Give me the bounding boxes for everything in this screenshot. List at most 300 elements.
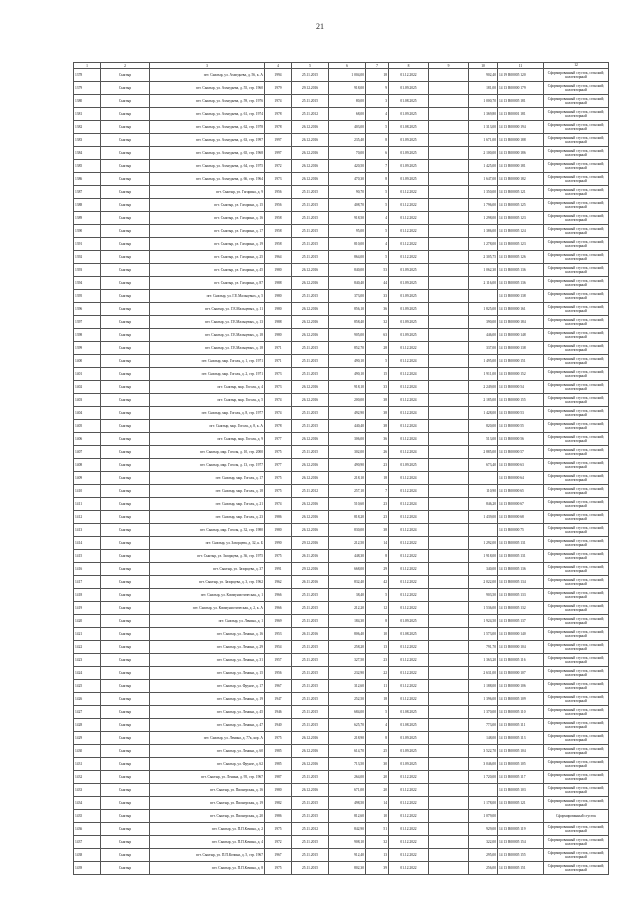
cell-date: 25.11.2015 <box>292 615 329 628</box>
cell-amount: 673,40 <box>469 459 498 472</box>
cell-area: 408,70 <box>329 199 366 212</box>
cell-build-year: 1956 <box>265 199 292 212</box>
cell-deadline: 01.12.2022 <box>389 771 429 784</box>
cell-date: 29.12.2016 <box>292 537 329 550</box>
cell-area: 912,40 <box>329 849 366 862</box>
cell-area: 218,90 <box>329 732 366 745</box>
cell-code: 14 13 R00005 136 <box>498 563 544 576</box>
cell-row-number: 1380 <box>74 95 101 108</box>
cell-description: Сформированный сгусток, сельский; коллекторный <box>544 394 609 407</box>
cell-description: Сформированный сгусток, сельский; коллекторный <box>544 355 609 368</box>
column-header: 11 <box>498 63 544 69</box>
cell-col-9 <box>429 537 469 550</box>
cell-description: Сформированный сгусток, сельский; коллекторный <box>544 82 609 95</box>
cell-date: 25.11.2012 <box>292 823 329 836</box>
cell-count: 4 <box>366 212 389 225</box>
table-row <box>74 368 609 381</box>
cell-deadline: 01.09.2025 <box>389 758 429 771</box>
cell-build-year: 1973 <box>265 173 292 186</box>
column-header: 9 <box>429 63 469 69</box>
cell-amount <box>469 472 498 485</box>
cell-settlement: Сыктыр <box>101 667 150 680</box>
cell-col-9 <box>429 446 469 459</box>
cell-area: 302,00 <box>329 446 366 459</box>
cell-address: пгт. Сыктыр, мкр. Гоголя, д. 2, стр. 1971 <box>150 368 265 381</box>
cell-deadline: 01.08.2025 <box>389 628 429 641</box>
cell-settlement: Сыктыр <box>101 836 150 849</box>
cell-deadline: 01.12.2022 <box>389 836 429 849</box>
cell-settlement: Сыктыр <box>101 121 150 134</box>
cell-col-9 <box>429 238 469 251</box>
cell-code: 14 13 R00000 65 <box>498 485 544 498</box>
cell-deadline: 01.12.2024 <box>389 368 429 381</box>
cell-deadline: 01.12.2022 <box>389 667 429 680</box>
cell-date: 25.11.2015 <box>292 810 329 823</box>
cell-code: 14 13 R00000 179 <box>498 82 544 95</box>
cell-settlement: Сыктыр <box>101 758 150 771</box>
cell-area: 90,70 <box>329 186 366 199</box>
table-row <box>74 797 609 810</box>
cell-row-number: 1381 <box>74 108 101 121</box>
cell-code: 14 13 R00005 123 <box>498 238 544 251</box>
cell-col-9 <box>429 433 469 446</box>
cell-col-9 <box>429 264 469 277</box>
cell-deadline: 01.09.2025 <box>389 459 429 472</box>
cell-row-number: 1430 <box>74 745 101 758</box>
cell-description: Сформированный сгусток, сельский; коллекторный <box>544 251 609 264</box>
table-row <box>74 459 609 472</box>
cell-deadline: 01.12.2022 <box>389 784 429 797</box>
cell-count: 5 <box>366 251 389 264</box>
cell-amount: 1 671,00 <box>469 134 498 147</box>
cell-amount: 1 396,00 <box>469 693 498 706</box>
cell-address: пгт. Сыктыр, ул. Коммунистическая, д. 2, к. А <box>150 602 265 615</box>
cell-area: 832,40 <box>329 576 366 589</box>
cell-amount: 1 369,80 <box>469 108 498 121</box>
cell-row-number: 1439 <box>74 862 101 875</box>
cell-row-number: 1385 <box>74 160 101 173</box>
cell-build-year: 1974 <box>265 95 292 108</box>
cell-build-year: 1977 <box>265 433 292 446</box>
cell-col-9 <box>429 667 469 680</box>
table-row <box>74 355 609 368</box>
cell-count: 26 <box>366 446 389 459</box>
cell-row-number: 1432 <box>74 771 101 784</box>
cell-address: пгт. Сыктыр, ул. Ленина, д. 29 <box>150 641 265 654</box>
cell-settlement: Сыктыр <box>101 485 150 498</box>
cell-description: Сформированный сгусток, сельский; коллекторный <box>544 823 609 836</box>
cell-date: 26.11.2016 <box>292 550 329 563</box>
cell-area: 403,00 <box>329 121 366 134</box>
cell-address: пгт. Сыктыр, ул. Гагарина, д. 16 <box>150 212 265 225</box>
cell-code: 14 13 R00000 53 <box>498 407 544 420</box>
cell-settlement: Сыктыр <box>101 290 150 303</box>
cell-area: 842,90 <box>329 823 366 836</box>
table-row <box>74 316 609 329</box>
table-row <box>74 706 609 719</box>
table-row <box>74 537 609 550</box>
cell-settlement: Сыктыр <box>101 225 150 238</box>
column-header: 3 <box>150 63 265 69</box>
cell-description: Сформированный сгусток, сельский; коллекторный <box>544 407 609 420</box>
cell-settlement: Сыктыр <box>101 82 150 95</box>
cell-code: 14 13 R00000 63 <box>498 459 544 472</box>
cell-date: 25.11.2015 <box>292 641 329 654</box>
cell-col-9 <box>429 355 469 368</box>
cell-code: 14 13 R00005 132 <box>498 602 544 615</box>
cell-build-year: 1986 <box>265 810 292 823</box>
cell-description: Сформированный сгусток, сельский; коллекторный <box>544 836 609 849</box>
cell-build-year: 1980 <box>265 524 292 537</box>
cell-settlement: Сыктыр <box>101 524 150 537</box>
cell-address: пгт. Сыктыр, ул. Г.Е.Мальцевых, д. 13 <box>150 316 265 329</box>
cell-deadline: 01.12.2024 <box>389 394 429 407</box>
cell-area: 810,00 <box>329 238 366 251</box>
cell-description: Сформированный сгусток, сельский; коллекторный <box>544 602 609 615</box>
cell-row-number: 1399 <box>74 342 101 355</box>
column-header: 12 <box>544 63 609 69</box>
cell-build-year: 1956 <box>265 667 292 680</box>
table-row <box>74 732 609 745</box>
cell-build-year: 1974 <box>265 498 292 511</box>
cell-area: 327,50 <box>329 654 366 667</box>
cell-description: Сформированный сгусток, сельский; коллекторный <box>544 563 609 576</box>
cell-col-9 <box>429 394 469 407</box>
cell-count: 23 <box>366 459 389 472</box>
table-row <box>74 407 609 420</box>
cell-description: Сформированный сгусток, сельский; коллекторный <box>544 654 609 667</box>
cell-address: пгт. Сыктыр, ул. Ленина, д. 16 <box>150 628 265 641</box>
cell-settlement: Сыктыр <box>101 862 150 875</box>
cell-deadline: 01.12.2022 <box>389 641 429 654</box>
cell-address: пгт. Сыктыр, ул. Ахмедьева, д. 61, стр. 1974 <box>150 108 265 121</box>
cell-amount: 110,90 <box>469 485 498 498</box>
cell-amount: 1 918,00 <box>469 550 498 563</box>
cell-address: пгт. Сыктыр, ул. Зазорцева, д. 37 <box>150 563 265 576</box>
cell-row-number: 1431 <box>74 758 101 771</box>
cell-col-9 <box>429 108 469 121</box>
cell-count: 5 <box>366 186 389 199</box>
cell-deadline: 01.09.2025 <box>389 316 429 329</box>
cell-count: 12 <box>366 602 389 615</box>
cell-amount: 1 439,00 <box>469 511 498 524</box>
cell-row-number: 1411 <box>74 498 101 511</box>
cell-code: 14 13 R00005 136 <box>498 264 544 277</box>
cell-address: пгт. Сыктыр, мкр. Гоголя, д. 4 <box>150 381 265 394</box>
cell-area: 918,00 <box>329 82 366 95</box>
cell-area: 812,60 <box>329 810 366 823</box>
cell-count: 7 <box>366 485 389 498</box>
cell-area: 70,00 <box>329 147 366 160</box>
cell-row-number: 1409 <box>74 472 101 485</box>
cell-row-number: 1426 <box>74 693 101 706</box>
cell-code: 14 13 R00000 152 <box>498 368 544 381</box>
cell-address: пгт. Сыктыр, ул. П.П.Кочина, д. 8 <box>150 862 265 875</box>
cell-row-number: 1415 <box>74 550 101 563</box>
cell-date: 25.11.2015 <box>292 719 329 732</box>
cell-settlement: Сыктыр <box>101 303 150 316</box>
cell-code: 14 13 R00005 123 <box>498 212 544 225</box>
cell-area: 448,30 <box>329 550 366 563</box>
table-row <box>74 82 609 95</box>
cell-build-year: 1978 <box>265 121 292 134</box>
cell-amount: 1 292,00 <box>469 537 498 550</box>
cell-build-year: 1980 <box>265 329 292 342</box>
cell-deadline: 01.08.2025 <box>389 95 429 108</box>
cell-row-number: 1422 <box>74 641 101 654</box>
cell-settlement: Сыктыр <box>101 550 150 563</box>
cell-code: 14 13 R00000 155 <box>498 394 544 407</box>
cell-count: 8 <box>366 732 389 745</box>
cell-date: 25.11.2015 <box>292 836 329 849</box>
cell-row-number: 1397 <box>74 316 101 329</box>
cell-build-year: 1966 <box>265 602 292 615</box>
cell-row-number: 1394 <box>74 277 101 290</box>
cell-amount: 181,00 <box>469 82 498 95</box>
cell-count: 38 <box>366 407 389 420</box>
cell-date: 26.12.2016 <box>292 121 329 134</box>
cell-address: пгт. Сыктыр, ул. Гагарина, д. 17 <box>150 225 265 238</box>
cell-deadline: 01.08.2025 <box>389 706 429 719</box>
cell-build-year: 1980 <box>265 784 292 797</box>
cell-col-9 <box>429 485 469 498</box>
cell-address: пгт. Сыктыр, мкр. Гоголя, д. 32, стр. 1980 <box>150 524 265 537</box>
cell-description: Сформированный сгусток, сельский; коллекторный <box>544 537 609 550</box>
cell-settlement: Сыктыр <box>101 407 150 420</box>
cell-amount: 256,00 <box>469 862 498 875</box>
cell-build-year: 1947 <box>265 693 292 706</box>
cell-settlement: Сыктыр <box>101 459 150 472</box>
cell-amount: 1 350,00 <box>469 186 498 199</box>
table-row <box>74 446 609 459</box>
cell-build-year: 1991 <box>265 563 292 576</box>
cell-build-year: 1972 <box>265 836 292 849</box>
cell-deadline: 01.12.2022 <box>389 238 429 251</box>
cell-col-9 <box>429 550 469 563</box>
cell-address: пгт. Сыктыр, ул. Зазорцева, д. 32, к. Б <box>150 537 265 550</box>
cell-amount: 1 178,00 <box>469 797 498 810</box>
cell-settlement: Сыктыр <box>101 368 150 381</box>
cell-build-year: 1986 <box>265 511 292 524</box>
cell-row-number: 1400 <box>74 355 101 368</box>
cell-build-year: 1956 <box>265 186 292 199</box>
cell-row-number: 1408 <box>74 459 101 472</box>
cell-deadline: 01.12.2024 <box>389 381 429 394</box>
table-row <box>74 342 609 355</box>
cell-amount: 1 825,00 <box>469 303 498 316</box>
cell-col-9 <box>429 810 469 823</box>
cell-address: пгт. Сыктыр, ул. Ленина, д. 15 <box>150 667 265 680</box>
cell-date: 25.11.2015 <box>292 251 329 264</box>
cell-col-9 <box>429 459 469 472</box>
cell-amount: 2 185,00 <box>469 394 498 407</box>
cell-code: 14 13 R00000 75 <box>498 524 544 537</box>
cell-code: 14 13 R00005 103 <box>498 784 544 797</box>
cell-deadline: 01.09.2025 <box>389 173 429 186</box>
cell-description: Сформированный сгусток, сельский; коллекторный <box>544 797 609 810</box>
cell-address: пгт. Сыктыр, мкр. Гоголя, д. 13, стр. 1977 <box>150 459 265 472</box>
cell-settlement: Сыктыр <box>101 498 150 511</box>
cell-row-number: 1402 <box>74 381 101 394</box>
cell-settlement: Сыктыр <box>101 680 150 693</box>
cell-deadline: 01.12.2022 <box>389 680 429 693</box>
cell-date: 25.11.2015 <box>292 69 329 82</box>
cell-row-number: 1438 <box>74 849 101 862</box>
cell-description: Сформированный сгусток, сельский; коллекторный <box>544 693 609 706</box>
column-header: 8 <box>389 63 429 69</box>
cell-area: 95,00 <box>329 225 366 238</box>
cell-deadline: 01.09.2025 <box>389 615 429 628</box>
cell-date: 25.11.2015 <box>292 862 329 875</box>
table-row <box>74 589 609 602</box>
cell-date: 26.11.2016 <box>292 576 329 589</box>
cell-deadline: 01.12.2024 <box>389 524 429 537</box>
cell-address: пгт. Сыктыр, ул. Гагарина, д. 45 <box>150 264 265 277</box>
cell-col-9 <box>429 69 469 82</box>
cell-col-9 <box>429 784 469 797</box>
table-row <box>74 602 609 615</box>
cell-count: 5 <box>366 589 389 602</box>
cell-build-year: 1985 <box>265 758 292 771</box>
cell-deadline: 01.12.2022 <box>389 550 429 563</box>
cell-row-number: 1425 <box>74 680 101 693</box>
cell-date: 26.12.2016 <box>292 498 329 511</box>
cell-row-number: 1423 <box>74 654 101 667</box>
cell-row-number: 1389 <box>74 212 101 225</box>
cell-deadline: 01.12.2024 <box>389 355 429 368</box>
table-row <box>74 173 609 186</box>
table-row <box>74 472 609 485</box>
cell-row-number: 1382 <box>74 121 101 134</box>
cell-build-year: 1975 <box>265 823 292 836</box>
cell-count: 51 <box>366 823 389 836</box>
cell-col-9 <box>429 758 469 771</box>
cell-description: Сформированный сгусток, сельский; коллекторный <box>544 758 609 771</box>
cell-area: 830,00 <box>329 524 366 537</box>
table-body <box>74 69 609 875</box>
table-row <box>74 862 609 875</box>
cell-build-year: 1985 <box>265 745 292 758</box>
cell-description: Сформированный сгусток, сельский; коллекторный <box>544 199 609 212</box>
cell-amount: 1 363,20 <box>469 654 498 667</box>
table-row <box>74 836 609 849</box>
cell-deadline: 01.12.2022 <box>389 823 429 836</box>
cell-code: 14 13 R00000 194 <box>498 121 544 134</box>
table-row <box>74 667 609 680</box>
cell-deadline: 01.09.2025 <box>389 745 429 758</box>
cell-build-year: 1973 <box>265 381 292 394</box>
cell-col-9 <box>429 745 469 758</box>
cell-settlement: Сыктыр <box>101 706 150 719</box>
cell-build-year: 1962 <box>265 576 292 589</box>
cell-settlement: Сыктыр <box>101 433 150 446</box>
cell-code: 14 13 R00000 67 <box>498 498 544 511</box>
cell-description: Сформированный сгусток, сельский; коллекторный <box>544 784 609 797</box>
cell-settlement: Сыктыр <box>101 732 150 745</box>
cell-area: 858,40 <box>329 316 366 329</box>
cell-address: пгт. Сыктыр, ул. Ленина, д. 47 <box>150 719 265 732</box>
cell-amount: 3 046,00 <box>469 758 498 771</box>
cell-area: 80,00 <box>329 95 366 108</box>
cell-address: пгт. Сыктыр, ул. Пионерская, д. 19 <box>150 797 265 810</box>
cell-deadline: 01.12.2022 <box>389 693 429 706</box>
cell-date: 25.11.2015 <box>292 368 329 381</box>
cell-settlement: Сыктыр <box>101 212 150 225</box>
cell-settlement: Сыктыр <box>101 472 150 485</box>
table-row <box>74 823 609 836</box>
cell-area: 312,60 <box>329 680 366 693</box>
cell-address: пгт. Сыктыр, ул. Гагарина, д. 9 <box>150 186 265 199</box>
cell-deadline: 01.12.2022 <box>389 199 429 212</box>
cell-address: пгт. Сыктыр, ул. Пионерская, д. 16 <box>150 784 265 797</box>
cell-build-year: 1997 <box>265 134 292 147</box>
cell-area: 490,10 <box>329 355 366 368</box>
cell-count: 13 <box>366 641 389 654</box>
cell-code: 14 13 R00005 121 <box>498 797 544 810</box>
cell-area: 918,50 <box>329 212 366 225</box>
cell-deadline: 01.12.2022 <box>389 251 429 264</box>
cell-code: 14 13 R00000 106 <box>498 680 544 693</box>
cell-count: 5 <box>366 225 389 238</box>
cell-settlement: Сыктыр <box>101 342 150 355</box>
cell-area: 510,60 <box>329 498 366 511</box>
column-header: 6 <box>329 63 366 69</box>
table-row <box>74 615 609 628</box>
cell-code: 14 13 R00005 134 <box>498 576 544 589</box>
cell-code: 14 13 R00000 68 <box>498 511 544 524</box>
cell-build-year: 1975 <box>265 862 292 875</box>
cell-amount: 773,00 <box>469 719 498 732</box>
cell-build-year: 1997 <box>265 147 292 160</box>
cell-area: 668,00 <box>329 563 366 576</box>
cell-deadline: 01.12.2022 <box>389 537 429 550</box>
cell-col-9 <box>429 797 469 810</box>
cell-settlement: Сыктыр <box>101 173 150 186</box>
cell-code: 14 13 R00000 182 <box>498 173 544 186</box>
cell-col-9 <box>429 147 469 160</box>
cell-code: 14 13 R00005 155 <box>498 849 544 862</box>
cell-deadline: 01.12.2024 <box>389 472 429 485</box>
cell-description: Сформированный сгусток, сельский; коллекторный <box>544 680 609 693</box>
cell-deadline: 01.09.2025 <box>389 108 429 121</box>
cell-date: 26.12.2016 <box>292 459 329 472</box>
cell-amount: 1 079,00 <box>469 810 498 823</box>
cell-deadline: 01.09.2025 <box>389 277 429 290</box>
column-header: 10 <box>469 63 498 69</box>
cell-col-9 <box>429 95 469 108</box>
cell-row-number: 1433 <box>74 784 101 797</box>
cell-address: пгт. Сыктыр, ул. Гагарина, д. 87 <box>150 277 265 290</box>
cell-area: 918,10 <box>329 381 366 394</box>
cell-count: 4 <box>366 719 389 732</box>
cell-address: пгт. Сыктыр, ул. Фрунзе, д. 62 <box>150 758 265 771</box>
cell-settlement: Сыктыр <box>101 238 150 251</box>
cell-address: пгт. Сыктыр, ул. Ленина, д. 1 <box>150 615 265 628</box>
table-row <box>74 745 609 758</box>
cell-description: Сформированный сгусток, сельский; коллекторный <box>544 472 609 485</box>
cell-date: 26.12.2016 <box>292 381 329 394</box>
cell-count: 20 <box>366 771 389 784</box>
cell-address: пгт. Сыктыр, ул. П.П.Кочина, д. 2 <box>150 823 265 836</box>
cell-amount: 1 386,00 <box>469 225 498 238</box>
cell-count: 44 <box>366 277 389 290</box>
cell-area: 420,50 <box>329 160 366 173</box>
cell-row-number: 1428 <box>74 719 101 732</box>
cell-count: 36 <box>366 303 389 316</box>
cell-code <box>498 810 544 823</box>
cell-col-9 <box>429 654 469 667</box>
cell-build-year: 1994 <box>265 69 292 82</box>
